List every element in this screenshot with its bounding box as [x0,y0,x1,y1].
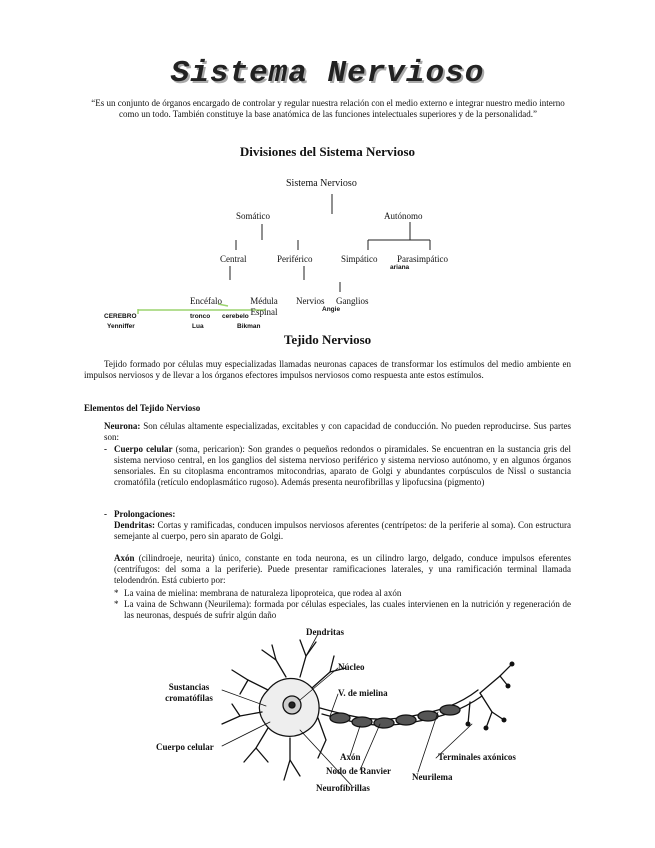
page-title: Sistema Nervioso [170,56,485,91]
node-somatico: Somático [236,211,270,221]
fig-label-dendritas: Dendritas [306,627,344,637]
node-sistema-nervioso: Sistema Nervioso [286,178,357,189]
note-cerebro: CEREBRO [104,313,137,320]
fig-label-neurilema: Neurilema [412,772,453,782]
vaina-schwann-text: La vaina de Schwann (Neurilema): formada por células especiales, las cuales intervienen en la nutrición y regeneración de las neuronas, después de sufrir algún daño [124,599,571,620]
elementos-heading: Elementos del Tejido Nervioso [84,403,201,413]
bullet-dash: - [104,509,107,519]
node-ganglios: Ganglios [336,296,369,306]
prolongaciones-label: Prolongaciones: [114,509,176,519]
fig-label-nucleo: Núcleo [338,662,365,672]
note-bikman: Bikman [237,323,261,330]
note-angie: Angie [322,306,341,313]
node-parasimpatico: Parasimpático [397,254,448,264]
node-simpatico: Simpático [341,254,378,264]
bullet-star: * [114,588,119,598]
node-nervios: Nervios [296,296,325,306]
fig-label-nodo: Nodo de Ranvier [326,766,391,776]
fig-label-sustancias: Sustancias cromatófilas [165,682,213,703]
vaina-mielina-text: La vaina de mielina: membrana de naturaleza lipoproteica, que rodea al axón [124,588,402,598]
node-encefalo: Encéfalo [190,296,222,306]
axon-label: Axón [114,553,135,563]
note-cerebelo: cerebelo [222,313,249,320]
fig-label-terminales: Terminales axónicos [438,752,516,762]
neurona-label: Neurona: [104,421,141,431]
fig-label-mielina: V. de mielina [338,688,388,698]
intro-quote: “Es un conjunto de órganos encargado de controlar y regular nuestra relación con el medio externo e integrar nuestro medio interno como un todo. También constituye la base anatómica de las funciones intelectuales superiores y de la personalidad.” [91,98,565,119]
divisiones-heading: Divisiones del Sistema Nervioso [239,144,416,159]
dendritas-text: Cortas y ramificadas, conducen impulsos nerviosos aferentes (centrípetos: de la periferie al soma). Con estructura semejante al cuerpo, pero sin aparato de Golgi. [114,520,572,541]
note-tronco: tronco [190,313,211,320]
node-medula: Médula Espinal [250,296,278,317]
dendritas-label: Dendritas: [114,520,155,530]
note-lua: Lua [192,323,204,330]
tejido-intro: Tejido formado por células muy especializadas llamadas neuronas capaces de transformar los estímulos del medio ambiente en impulsos nerviosos y de llevar a los órganos efectores impulsos nerviosos como respuesta ante estos estímulos. [84,359,571,380]
node-autonomo: Autónomo [384,211,423,221]
fig-label-cuerpo: Cuerpo celular [156,742,214,752]
fig-label-neurofibrillas: Neurofibrillas [316,783,370,793]
node-central: Central [220,254,247,264]
cuerpo-text: (soma, pericarion): Son grandes o pequeños redondos o piramidales. Se encuentran en la sustancia gris del sistema nervioso central, en los ganglios del sistema nervioso periférico y sistema nervioso autónomo, y en algunos órganos sensoriales. En su citoplasma encontramos mitocondrias, aparato de Golgi y abundantes corpúsculos de Nissl o sustancia cromatófila (retículo endoplasmático rugoso). Además presenta neurofibrillas y lipofucsina (pigmento) [114,444,572,487]
node-periferico: Periférico [277,254,313,264]
neurona-text: Son células altamente especializadas, excitables y con capacidad de conducción. No pueden reproducirse. Sus partes son: [104,421,571,442]
note-yenniffer: Yenniffer [107,323,135,330]
note-ariana: ariana [390,264,410,271]
axon-text: (cilindroeje, neurita) único, constante en toda neurona, es un cilindro largo, delgado, conduce impulsos eferentes (centrífugos: del soma a la periferie). Puede presentar ramificaciones laterales, y una ramificación terminal llamada telodendrón. Está cubierto por: [114,553,571,585]
cuerpo-label: Cuerpo celular [114,444,173,454]
bullet-star: * [114,599,119,609]
tejido-heading: Tejido Nervioso [283,332,372,347]
fig-label-axon: Axón [340,752,361,762]
bullet-dash: - [104,444,107,454]
